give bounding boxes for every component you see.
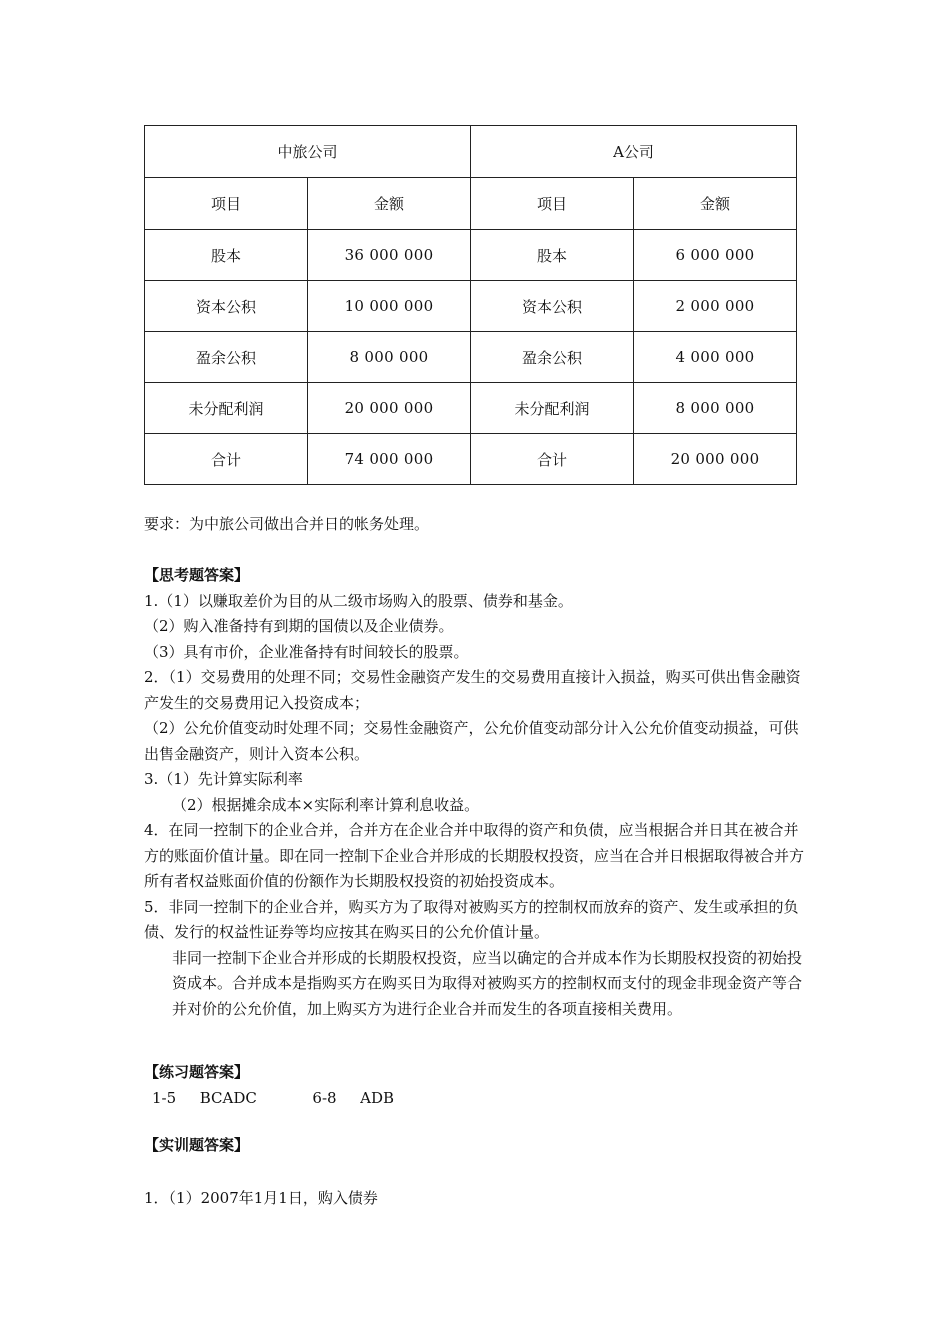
practice-range-1: 1-5: [152, 1088, 177, 1107]
practice-answers-2: ADB: [360, 1088, 395, 1107]
cell-item-a: 股本: [145, 230, 308, 281]
thinking-line-6: 3.（1）先计算实际利率: [144, 770, 303, 788]
equity-table: [144, 125, 797, 485]
table-row: [145, 281, 797, 332]
thinking-heading: 【思考题答案】: [144, 566, 250, 584]
practice-heading: 【练习题答案】: [144, 1063, 250, 1081]
cell-amount-b: 20 000 000: [634, 434, 797, 485]
cell-item-a: 合计: [145, 434, 308, 485]
thinking-answers-section: [144, 563, 810, 1022]
cell-amount-b: 8 000 000: [634, 383, 797, 434]
table-row: [145, 332, 797, 383]
table-row: [145, 383, 797, 434]
cell-item-b: 资本公积: [471, 281, 634, 332]
thinking-line-2: （2）购入准备持有到期的国债以及企业债券。: [144, 617, 454, 635]
cell-item-b: 股本: [471, 230, 634, 281]
table-row-total: [145, 434, 797, 485]
training-answers-section: [144, 1133, 810, 1211]
cell-item-b: 合计: [471, 434, 634, 485]
thinking-line-3: （3）具有市价，企业准备持有时间较长的股票。: [144, 642, 469, 661]
practice-answers-1: BCADC: [199, 1088, 257, 1107]
thinking-line-4: 2．（1）交易费用的处理不同；交易性金融资产发生的交易费用直接计入损益，购买可供出售金融资产发生的交易费用记入投资成本；: [144, 668, 801, 712]
cell-amount-a: 8 000 000: [308, 332, 471, 383]
thinking-line-1: 1.（1）以赚取差价为目的从二级市场购入的股票、债券和基金。: [144, 591, 573, 610]
column-header-row: [145, 178, 797, 230]
col-header-item-a: 项目: [145, 178, 308, 230]
col-header-amount-a: 金额: [308, 178, 471, 230]
col-header-item-b: 项目: [471, 178, 634, 230]
cell-item-a: 盈余公积: [145, 332, 308, 383]
training-heading: 【实训题答案】: [144, 1136, 250, 1154]
practice-answer-line: [144, 1086, 810, 1112]
cell-amount-b: 6 000 000: [634, 230, 797, 281]
thinking-line-5: （2）公允价值变动时处理不同；交易性金融资产，公允价值变动部分计入公允价值变动损益，可供出售金融资产，则计入资本公积。: [144, 719, 799, 763]
cell-amount-a: 20 000 000: [308, 383, 471, 434]
cell-item-a: 未分配利润: [145, 383, 308, 434]
thinking-line-8: 4．在同一控制下的企业合并，合并方在企业合并中取得的资产和负债，应当根据合并日其在被合并方的账面价值计量。即在同一控制下企业合并形成的长期股权投资，应当在合并日根据取得被合并方所有者权益账面价值的份额作为长期股权投资的初始投资成本。: [144, 821, 805, 890]
cell-item-b: 未分配利润: [471, 383, 634, 434]
cell-item-a: 资本公积: [145, 281, 308, 332]
cell-amount-a: 74 000 000: [308, 434, 471, 485]
thinking-line-10: 非同一控制下企业合并形成的长期股权投资，应当以确定的合并成本作为长期股权投资的初始投资成本。合并成本是指购买方在购买日为取得对被购买方的控制权而支付的现金非现金资产等合并对价的公允价值，加上购买方为进行企业合并而发生的各项直接相关费用。: [172, 948, 803, 1018]
cell-amount-b: 2 000 000: [634, 281, 797, 332]
thinking-line-7: （2）根据摊余成本×实际利率计算利息收益。: [172, 795, 480, 814]
practice-answers-section: [144, 1060, 810, 1111]
requirement-text: [144, 512, 810, 538]
table-row: [145, 230, 797, 281]
thinking-line-9: 5．非同一控制下的企业合并，购买方为了取得对被购买方的控制权而放弃的资产、发生或承担的负债、发行的权益性证券等均应按其在购买日的公允价值计量。: [144, 897, 799, 941]
company-b-header: A公司: [471, 126, 797, 178]
practice-range-2: 6-8: [312, 1088, 337, 1107]
company-a-header: 中旅公司: [145, 126, 471, 178]
cell-item-b: 盈余公积: [471, 332, 634, 383]
requirement-line: 要求：为中旅公司做出合并日的帐务处理。: [144, 515, 430, 533]
cell-amount-a: 36 000 000: [308, 230, 471, 281]
cell-amount-a: 10 000 000: [308, 281, 471, 332]
col-header-amount-b: 金额: [634, 178, 797, 230]
cell-amount-b: 4 000 000: [634, 332, 797, 383]
training-line-1: 1．（1）2007年1月1日，购入债券: [144, 1188, 378, 1207]
company-header-row: [145, 126, 797, 178]
